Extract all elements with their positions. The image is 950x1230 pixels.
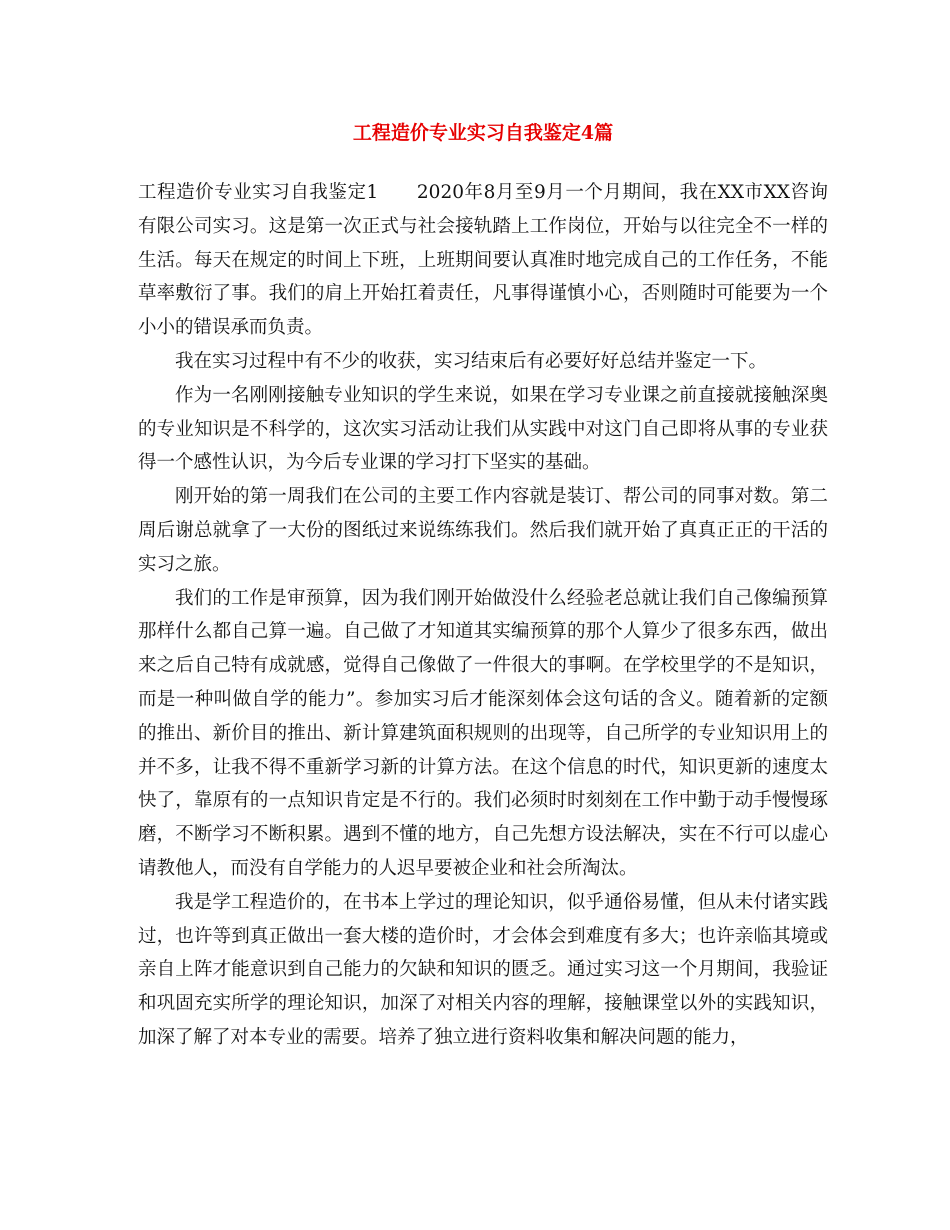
paragraph-4: 刚开始的第一周我们在公司的主要工作内容就是装订、帮公司的同事对数。第二周后谢总就拿了一大份的图纸过来说练练我们。然后我们就开始了真真正正的干活的实习之旅。 bbox=[138, 486, 828, 575]
paragraph-6: 我是学工程造价的，在书本上学过的理论知识，似乎通俗易懂，但从未付诸实践过，也许等到真正做出一套大楼的造价时，才会体会到难度有多大；也许亲临其境或亲自上阵才能意识到自己能力的欠缺和知识的匮乏。通过实习这一个月期间，我验证和巩固充实所学的理论知识，加深了对相关内容的理解，接触课堂以外的实践知识，加深了解了对本专业的需要。培养了独立进行资料收集和解决问题的能力， bbox=[138, 891, 828, 1048]
paragraph-5: 我们的工作是审预算，因为我们刚开始做没什么经验老总就让我们自己像编预算那样什么都自己算一遍。自己做了才知道其实编预算的那个人算少了很多东西，做出来之后自己特有成就感，觉得自己像做了一件很大的事啊。在学校里学的不是知识，而是一种叫做自学的能力”。参加实习后才能深刻体会这句话的含义。随着新的定额的推出、新价目的推出、新计算建筑面积规则的出现等，自己所学的专业知识用上的并不多，让我不得不重新学习新的计算方法。在这个信息的时代，知识更新的速度太快了，靠原有的一点知识肯定是不行的。我们必须时时刻刻在工作中勤于动手慢慢琢磨，不断学习不断积累。遇到不懂的地方，自己先想方设法解决，实在不行可以虚心请教他人，而没有自学能力的人迟早要被企业和社会所淘汰。 bbox=[138, 587, 828, 879]
paragraph-3: 作为一名刚刚接触专业知识的学生来说，如果在学习专业课之前直接就接触深奥的专业知识是不科学的，这次实习活动让我们从实践中对这门自己即将从事的专业获得一个感性认识，为今后专业课的学习打下坚实的基础。 bbox=[138, 384, 828, 474]
document-page bbox=[138, 118, 828, 1055]
paragraph-2: 我在实习过程中有不少的收获，实习结束后有必要好好总结并鉴定一下。 bbox=[175, 350, 768, 372]
paragraph-1: 工程造价专业实习自我鉴定1 2020年8月至9月一个月期间，我在XX市XX咨询有限公司实习。这是第一次正式与社会接轨踏上工作岗位，开始与以往完全不一样的生活。每天在规定的时间上下班，上班期间要认真准时地完成自己的工作任务，不能草率敷衍了事。我们的肩上开始扛着责任，凡事得谨慎小心，否则随时可能要为一个小小的错误承而负责。 bbox=[138, 182, 828, 339]
document-title: 工程造价专业实习自我鉴定4篇 bbox=[352, 122, 614, 144]
